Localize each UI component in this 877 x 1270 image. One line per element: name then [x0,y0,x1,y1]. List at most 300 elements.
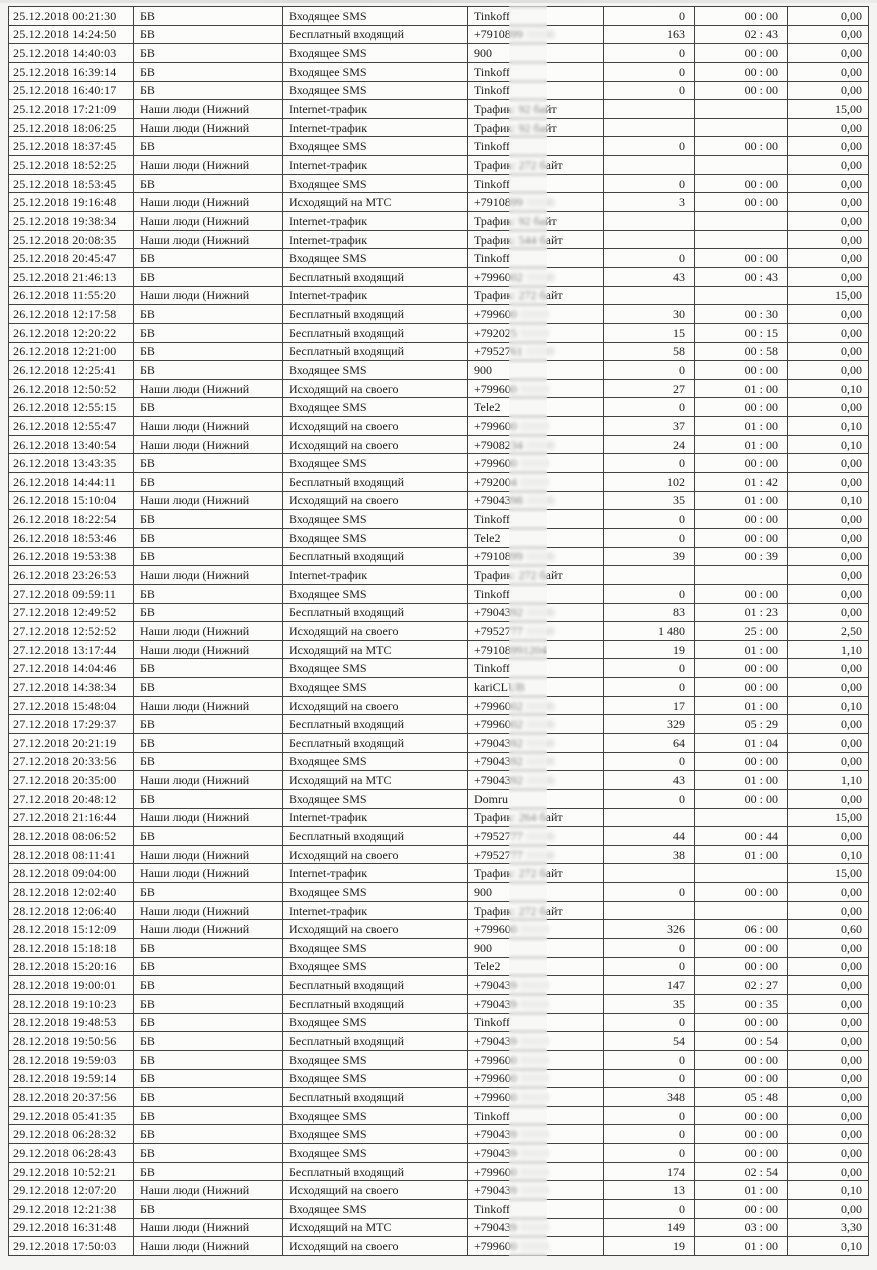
cell-tariff: Наши люди (Нижний [134,1218,283,1237]
cell-duration: 00 : 39 [695,547,788,566]
cell-service-type: Входящее SMS [283,1069,468,1088]
cell-datetime: 25.12.2018 18:06:25 [9,118,134,137]
cell-service-type: Входящее SMS [283,44,468,63]
cell-destination: 900 [468,361,604,380]
cell-duration: 00 : 00 [695,752,788,771]
call-record-row [9,957,869,976]
redacted-digits: 0000 [520,419,550,433]
cell-destination: Tinkoff [468,584,604,603]
call-record-row [9,659,869,678]
cell-tariff: БВ [134,454,283,473]
cell-quantity: 0 [604,44,695,63]
cell-destination: Трафик: 544 байт [468,230,604,249]
call-record-row [9,118,869,137]
cell-destination: Tinkoff [468,1106,604,1125]
cell-duration: 00 : 00 [695,1106,788,1125]
cell-tariff: БВ [134,752,283,771]
cell-datetime: 26.12.2018 18:22:54 [9,510,134,529]
cell-tariff: БВ [134,603,283,622]
cell-datetime: 27.12.2018 20:35:00 [9,771,134,790]
cell-cost: 0,60 [788,920,869,939]
cell-tariff: Наши люди (Нижний [134,901,283,920]
call-record-row [9,174,869,193]
cell-tariff: БВ [134,827,283,846]
redacted-digits: 0000 [520,1146,550,1160]
cell-datetime: 29.12.2018 16:31:48 [9,1218,134,1237]
cell-destination: +799600 0000 [468,454,604,473]
cell-service-type: Исходящий на своего [283,1181,468,1200]
cell-datetime: 25.12.2018 16:39:14 [9,62,134,81]
cell-quantity: 37 [604,417,695,436]
cell-datetime: 27.12.2018 21:16:44 [9,808,134,827]
cell-cost: 0,10 [788,417,869,436]
cell-quantity: 0 [604,62,695,81]
cell-service-type: Internet-трафик [283,566,468,585]
cell-duration: 00 : 00 [695,193,788,212]
cell-datetime: 25.12.2018 19:38:34 [9,212,134,231]
redacted-digits: 0000 [526,493,556,508]
cell-cost: 0,00 [788,752,869,771]
cell-quantity: 329 [604,715,695,734]
cell-datetime: 29.12.2018 17:50:03 [9,1237,134,1256]
cell-service-type: Исходящий на своего [283,920,468,939]
cell-datetime: 28.12.2018 19:10:23 [9,994,134,1013]
redacted-digits: 0000 [526,754,556,769]
cell-destination: Domru [468,789,604,808]
cell-quantity: 0 [604,528,695,547]
cell-quantity: 0 [604,398,695,417]
cell-duration: 00 : 00 [695,249,788,268]
cell-tariff: БВ [134,715,283,734]
cell-tariff: БВ [134,939,283,958]
call-record-row [9,44,869,63]
cell-datetime: 26.12.2018 18:53:46 [9,528,134,547]
cell-destination: +792025 0000 [468,323,604,342]
cell-duration: 00 : 30 [695,305,788,324]
cell-datetime: 28.12.2018 19:00:01 [9,976,134,995]
cell-duration: 00 : 15 [695,323,788,342]
cell-tariff: БВ [134,957,283,976]
cell-cost: 1,10 [788,771,869,790]
cell-quantity: 58 [604,342,695,361]
cell-datetime: 26.12.2018 14:44:11 [9,473,134,492]
call-record-row [9,1237,869,1256]
cell-tariff: Наши люди (Нижний [134,640,283,659]
call-record-row [9,1013,869,1032]
cell-quantity: 0 [604,1050,695,1069]
cell-destination: +790439 0000 [468,1181,604,1200]
cell-quantity: 0 [604,939,695,958]
cell-destination: +7910899 0000 [468,547,604,566]
cell-service-type: Бесплатный входящий [283,323,468,342]
cell-duration: 01 : 00 [695,640,788,659]
cell-cost: 0,00 [788,323,869,342]
cell-quantity [604,286,695,305]
cell-duration [695,118,788,137]
cell-service-type: Входящее SMS [283,249,468,268]
call-record-row [9,510,869,529]
redacted-digits: 0000 [520,381,550,396]
cell-quantity: 0 [604,81,695,100]
cell-datetime: 25.12.2018 14:24:50 [9,25,134,44]
call-record-row [9,584,869,603]
cell-destination: +799600 0000 [468,920,604,939]
cell-cost: 0,00 [788,528,869,547]
cell-service-type: Internet-трафик [283,118,468,137]
redacted-digits: 0000 [520,1053,550,1067]
cell-duration: 00 : 00 [695,1125,788,1144]
cell-service-type: Бесплатный входящий [283,976,468,995]
cell-cost: 0,10 [788,435,869,454]
cell-duration [695,286,788,305]
cell-service-type: Исходящий на своего [283,435,468,454]
cell-tariff: БВ [134,1200,283,1219]
cell-datetime: 26.12.2018 12:21:00 [9,342,134,361]
cell-datetime: 25.12.2018 20:08:35 [9,230,134,249]
redacted-digits: 0000 [526,549,556,564]
cell-service-type: Входящее SMS [283,174,468,193]
cell-duration: 01 : 00 [695,771,788,790]
cell-quantity: 3 [604,193,695,212]
cell-duration: 00 : 00 [695,584,788,603]
cell-cost: 15,00 [788,864,869,883]
redacted-digits: 0000 [520,1239,550,1253]
call-record-row [9,7,869,26]
cell-duration: 00 : 00 [695,659,788,678]
cell-datetime: 27.12.2018 13:17:44 [9,640,134,659]
cell-datetime: 26.12.2018 12:20:22 [9,323,134,342]
cell-service-type: Internet-трафик [283,901,468,920]
cell-cost: 0,00 [788,62,869,81]
call-record-row [9,1088,869,1107]
cell-quantity: 83 [604,603,695,622]
cell-quantity [604,230,695,249]
cell-tariff: Наши люди (Нижний [134,491,283,510]
cell-cost: 3,30 [788,1218,869,1237]
cell-tariff: БВ [134,883,283,902]
cell-quantity: 0 [604,1106,695,1125]
cell-service-type: Бесплатный входящий [283,25,468,44]
redacted-digits: 0000 [520,1071,550,1085]
call-record-row [9,1125,869,1144]
call-record-row [9,212,869,231]
cell-cost: 0,00 [788,305,869,324]
redacted-digits: 0000 [520,922,550,936]
cell-datetime: 28.12.2018 15:12:09 [9,920,134,939]
cell-datetime: 29.12.2018 12:07:20 [9,1181,134,1200]
cell-duration: 00 : 00 [695,1069,788,1088]
cell-cost: 0,00 [788,789,869,808]
cell-service-type: Бесплатный входящий [283,603,468,622]
cell-duration: 00 : 00 [695,174,788,193]
cell-datetime: 25.12.2018 16:40:17 [9,81,134,100]
cell-duration: 00 : 00 [695,137,788,156]
cell-quantity: 54 [604,1032,695,1051]
cell-tariff: БВ [134,1013,283,1032]
cell-duration: 01 : 00 [695,1181,788,1200]
cell-tariff: Наши люди (Нижний [134,845,283,864]
cell-service-type: Исходящий на МТС [283,771,468,790]
cell-service-type: Исходящий на своего [283,417,468,436]
cell-datetime: 27.12.2018 12:52:52 [9,622,134,641]
cell-datetime: 26.12.2018 19:53:38 [9,547,134,566]
cell-quantity: 0 [604,678,695,697]
cell-cost: 0,00 [788,473,869,492]
call-record-row [9,62,869,81]
cell-service-type: Исходящий на своего [283,622,468,641]
cell-duration: 00 : 00 [695,1013,788,1032]
redacted-digits: 0000 [526,698,556,713]
cell-cost: 0,00 [788,25,869,44]
redacted-digits: 0000 [520,997,550,1011]
cell-cost: 0,00 [788,398,869,417]
cell-tariff: БВ [134,62,283,81]
cell-tariff: Наши люди (Нижний [134,212,283,231]
cell-service-type: Входящее SMS [283,1144,468,1163]
cell-cost: 0,00 [788,174,869,193]
cell-destination: +7996002 0000 [468,267,604,286]
cell-service-type: Входящее SMS [283,1106,468,1125]
cell-tariff: Наши люди (Нижний [134,286,283,305]
cell-destination: +7904392 0000 [468,733,604,752]
cell-cost: 0,00 [788,193,869,212]
redacted-digits: 0000 [520,1183,550,1197]
cell-cost: 0,00 [788,883,869,902]
cell-service-type: Бесплатный входящий [283,994,468,1013]
cell-tariff: БВ [134,1162,283,1181]
call-record-row [9,267,869,286]
cell-service-type: Бесплатный входящий [283,267,468,286]
cell-quantity [604,118,695,137]
call-record-row [9,361,869,380]
cell-datetime: 28.12.2018 12:02:40 [9,883,134,902]
cell-duration: 00 : 00 [695,1050,788,1069]
cell-duration: 00 : 00 [695,454,788,473]
call-record-row [9,696,869,715]
cell-destination: +790439 0000 [468,1144,604,1163]
call-record-row [9,566,869,585]
cell-quantity: 0 [604,659,695,678]
cell-cost: 0,00 [788,1069,869,1088]
cell-quantity: 15 [604,323,695,342]
cell-service-type: Internet-трафик [283,864,468,883]
redacted-digits: 0000 [520,1220,550,1235]
cell-quantity: 38 [604,845,695,864]
cell-cost: 0,10 [788,696,869,715]
cell-service-type: Бесплатный входящий [283,342,468,361]
redacted-digits: 0000 [520,456,550,470]
cell-datetime: 29.12.2018 12:21:38 [9,1200,134,1219]
cell-service-type: Исходящий на своего [283,491,468,510]
call-record-row [9,883,869,902]
cell-tariff: БВ [134,1069,283,1088]
cell-duration [695,901,788,920]
call-record-row [9,435,869,454]
cell-datetime: 28.12.2018 12:06:40 [9,901,134,920]
cell-duration [695,566,788,585]
cell-cost: 0,00 [788,659,869,678]
cell-tariff: БВ [134,659,283,678]
cell-datetime: 25.12.2018 14:40:03 [9,44,134,63]
cell-service-type: Входящее SMS [283,789,468,808]
cell-cost: 0,10 [788,845,869,864]
cell-cost: 15,00 [788,286,869,305]
cell-datetime: 27.12.2018 14:04:46 [9,659,134,678]
cell-quantity: 348 [604,1088,695,1107]
cell-quantity: 19 [604,640,695,659]
cell-datetime: 26.12.2018 15:10:04 [9,491,134,510]
cell-destination: +7910899 0000 [468,25,604,44]
cell-datetime: 25.12.2018 00:21:30 [9,7,134,26]
cell-quantity: 0 [604,249,695,268]
cell-destination: Tinkoff [468,137,604,156]
cell-destination: +7952777 0000 [468,845,604,864]
call-record-row [9,25,869,44]
cell-service-type: Исходящий на МТС [283,640,468,659]
cell-destination: +790439 0000 [468,994,604,1013]
call-record-row [9,920,869,939]
cell-destination: Tinkoff [468,1200,604,1219]
cell-duration: 01 : 00 [695,379,788,398]
redacted-digits: 0000 [526,773,556,787]
cell-destination: +799600 0000 [468,379,604,398]
cell-duration: 00 : 00 [695,1144,788,1163]
call-record-row [9,715,869,734]
cell-service-type: Входящее SMS [283,659,468,678]
call-record-row [9,417,869,436]
redacted-digits: 0000 [526,605,556,619]
cell-tariff: БВ [134,1125,283,1144]
cell-quantity: 0 [604,7,695,26]
cell-duration: 00 : 00 [695,789,788,808]
cell-tariff: БВ [134,976,283,995]
cell-destination: +790439 0000 [468,976,604,995]
cell-tariff: БВ [134,137,283,156]
cell-quantity: 0 [604,174,695,193]
call-record-row [9,827,869,846]
cell-tariff: БВ [134,305,283,324]
cell-cost: 0,00 [788,81,869,100]
cell-duration: 01 : 00 [695,696,788,715]
cell-quantity: 149 [604,1218,695,1237]
cell-cost: 0,00 [788,1144,869,1163]
cell-cost: 0,10 [788,379,869,398]
cell-duration: 01 : 00 [695,417,788,436]
cell-service-type: Входящее SMS [283,528,468,547]
cell-cost: 0,00 [788,547,869,566]
call-record-row [9,137,869,156]
cell-destination: Tinkoff [468,1013,604,1032]
call-record-row [9,454,869,473]
cell-service-type: Бесплатный входящий [283,827,468,846]
cell-service-type: Исходящий на своего [283,845,468,864]
cell-tariff: БВ [134,678,283,697]
cell-destination: Трафик: 92 байт [468,100,604,119]
call-record-row [9,771,869,790]
cell-quantity: 44 [604,827,695,846]
call-record-row [9,305,869,324]
cell-quantity: 35 [604,994,695,1013]
cell-cost: 0,00 [788,1013,869,1032]
cell-destination: +790439 0000 [468,1218,604,1237]
call-record-row [9,939,869,958]
call-record-row [9,547,869,566]
cell-service-type: Internet-трафик [283,808,468,827]
cell-datetime: 26.12.2018 12:55:15 [9,398,134,417]
call-record-row [9,379,869,398]
cell-duration: 00 : 54 [695,1032,788,1051]
cell-quantity: 35 [604,491,695,510]
cell-datetime: 28.12.2018 19:50:56 [9,1032,134,1051]
cell-datetime: 28.12.2018 19:48:53 [9,1013,134,1032]
cell-datetime: 28.12.2018 08:06:52 [9,827,134,846]
cell-cost: 0,00 [788,901,869,920]
call-record-row [9,864,869,883]
redacted-digits: 0000 [526,736,556,750]
cell-duration: 01 : 00 [695,1237,788,1256]
cell-service-type: Входящее SMS [283,361,468,380]
cell-quantity: 19 [604,1237,695,1256]
cell-destination: Трафик: 92 байт [468,118,604,137]
cell-tariff: Наши люди (Нижний [134,417,283,436]
cell-cost: 0,00 [788,939,869,958]
cell-tariff: Наши люди (Нижний [134,920,283,939]
call-record-row [9,473,869,492]
cell-duration: 00 : 58 [695,342,788,361]
cell-datetime: 27.12.2018 17:29:37 [9,715,134,734]
cell-destination: Трафик: 272 байт [468,156,604,175]
call-record-row [9,1218,869,1237]
cell-quantity: 0 [604,1200,695,1219]
redacted-digits: 0000 [520,326,550,340]
cell-duration [695,212,788,231]
cell-cost: 0,00 [788,44,869,63]
call-record-row [9,603,869,622]
cell-duration: 05 : 29 [695,715,788,734]
cell-duration [695,864,788,883]
cell-tariff: БВ [134,1106,283,1125]
cell-service-type: Входящее SMS [283,584,468,603]
cell-cost: 0,00 [788,715,869,734]
cell-datetime: 28.12.2018 19:59:14 [9,1069,134,1088]
cell-duration: 01 : 42 [695,473,788,492]
cell-quantity: 0 [604,1013,695,1032]
cell-quantity: 102 [604,473,695,492]
cell-tariff: Наши люди (Нижний [134,193,283,212]
cell-service-type: Бесплатный входящий [283,1162,468,1181]
cell-destination: Трафик: 272 байт [468,864,604,883]
cell-quantity: 147 [604,976,695,995]
cell-datetime: 25.12.2018 18:52:25 [9,156,134,175]
call-record-row [9,323,869,342]
cell-duration: 01 : 04 [695,733,788,752]
cell-destination: +7952777 0000 [468,827,604,846]
call-record-row [9,342,869,361]
cell-destination: +792004 0000 [468,473,604,492]
cell-quantity: 39 [604,547,695,566]
cell-cost: 0,00 [788,510,869,529]
cell-destination: +7904392 0000 [468,771,604,790]
cell-destination: +7996002 0000 [468,715,604,734]
cell-service-type: Входящее SMS [283,678,468,697]
cell-service-type: Входящее SMS [283,883,468,902]
cell-destination: Трафик: 272 байт [468,901,604,920]
cell-duration [695,100,788,119]
cell-tariff: БВ [134,25,283,44]
cell-duration: 02 : 54 [695,1162,788,1181]
redacted-digits: 0000 [520,1164,550,1179]
cell-datetime: 29.12.2018 05:41:35 [9,1106,134,1125]
